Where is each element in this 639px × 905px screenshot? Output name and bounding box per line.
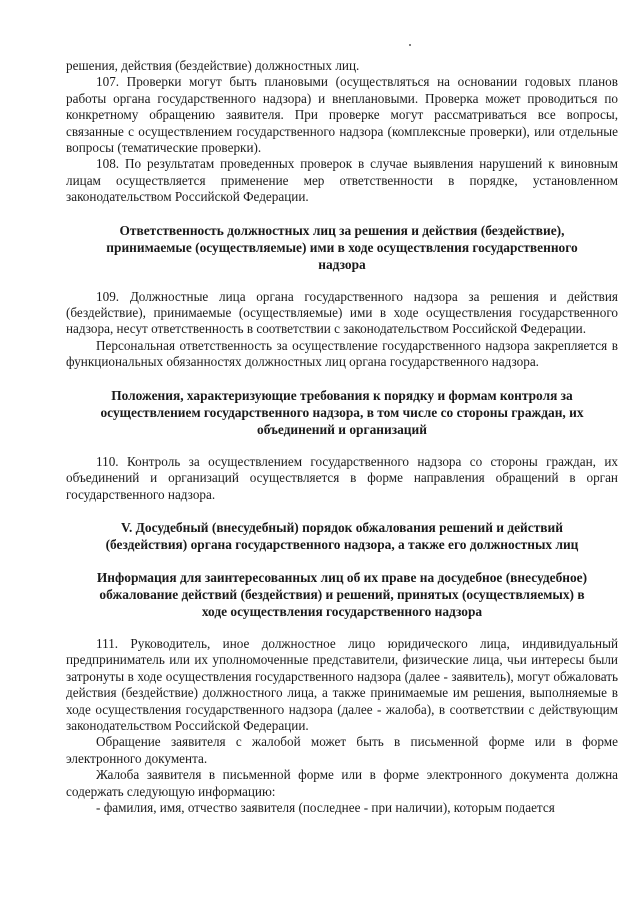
heading-responsibility: Ответственность должностных лиц за решения и действия (бездействие), принимаемые (осуществляемые) ими в ходе осуществления государственного надзора	[106, 222, 578, 272]
document-page	[66, 58, 618, 816]
continuation-text: решения, действия (бездействие) должностных лиц.	[66, 58, 360, 73]
paragraph-111-form: Обращение заявителя с жалобой может быть в письменной форме или в форме электронного документа.	[66, 734, 618, 766]
list-item-applicant-name: - фамилия, имя, отчество заявителя (последнее - при наличии), которым подается	[96, 799, 555, 815]
scan-speck	[409, 44, 411, 46]
heading-control-requirements: Положения, характеризующие требования к порядку и формам контроля за осуществлением государственного надзора, в том числе со стороны граждан, их объединений и организаций	[100, 387, 584, 437]
paragraph-109-personal: Персональная ответственность за осуществление государственного надзора закрепляется в функциональных обязанностях должностных лиц органа государственного надзора.	[66, 337, 618, 370]
paragraph-111: 111. Руководитель, иное должностное лицо юридического лица, индивидуальный предприниматель или их уполномоченные представители, физические лица, чьи интересы были затронуты в ходе осуществления государственного надзора (далее - заявитель), могут обжаловать действия (бездействие) должностного лица, а также принимаемые им решения, выполняемые в ходе осуществления государственного надзора (далее - жалоба), в соответствии с действующим законодательством Российской Федерации.	[66, 635, 618, 733]
heading-section-v: V. Досудебный (внесудебный) порядок обжалования решений и действий (бездействия) органа государственного надзора, а также его должностных лиц	[105, 519, 579, 552]
paragraph-108: 108. По результатам проведенных проверок в случае выявления нарушений к виновным лицам осуществляется применение мер ответственности в порядке, установленном законодательством Российской Федерации.	[66, 156, 618, 205]
paragraph-110: 110. Контроль за осуществлением государственного надзора со стороны граждан, их объединений и организаций осуществляется в форме направления обращений в орган государственного надзора.	[66, 453, 618, 502]
paragraph-111-content: Жалоба заявителя в письменной форме или в форме электронного документа должна содержать следующую информацию:	[66, 767, 618, 799]
paragraph-109: 109. Должностные лица органа государственного надзора за решения и действия (бездействие), принимаемые (осуществляемые) ими в ходе осуществления государственного надзора, несут ответственность в соответствии с законодательством Российской Федерации.	[66, 288, 618, 337]
heading-appeal-information: Информация для заинтересованных лиц об их праве на досудебное (внесудебное) обжалование действий (бездействия) и решений, принятых (осуществляемых) в ходе осуществления государственного надзора	[96, 569, 588, 619]
paragraph-107: 107. Проверки могут быть плановыми (осуществляться на основании годовых планов работы органа государственного надзора) и внеплановыми. Проверка может проводиться по конкретному обращению заявителя. При проверке могут рассматриваться все вопросы, связанные с осуществлением государственного надзора (комплексные проверки), или отдельные вопросы (тематические проверки).	[66, 74, 618, 156]
